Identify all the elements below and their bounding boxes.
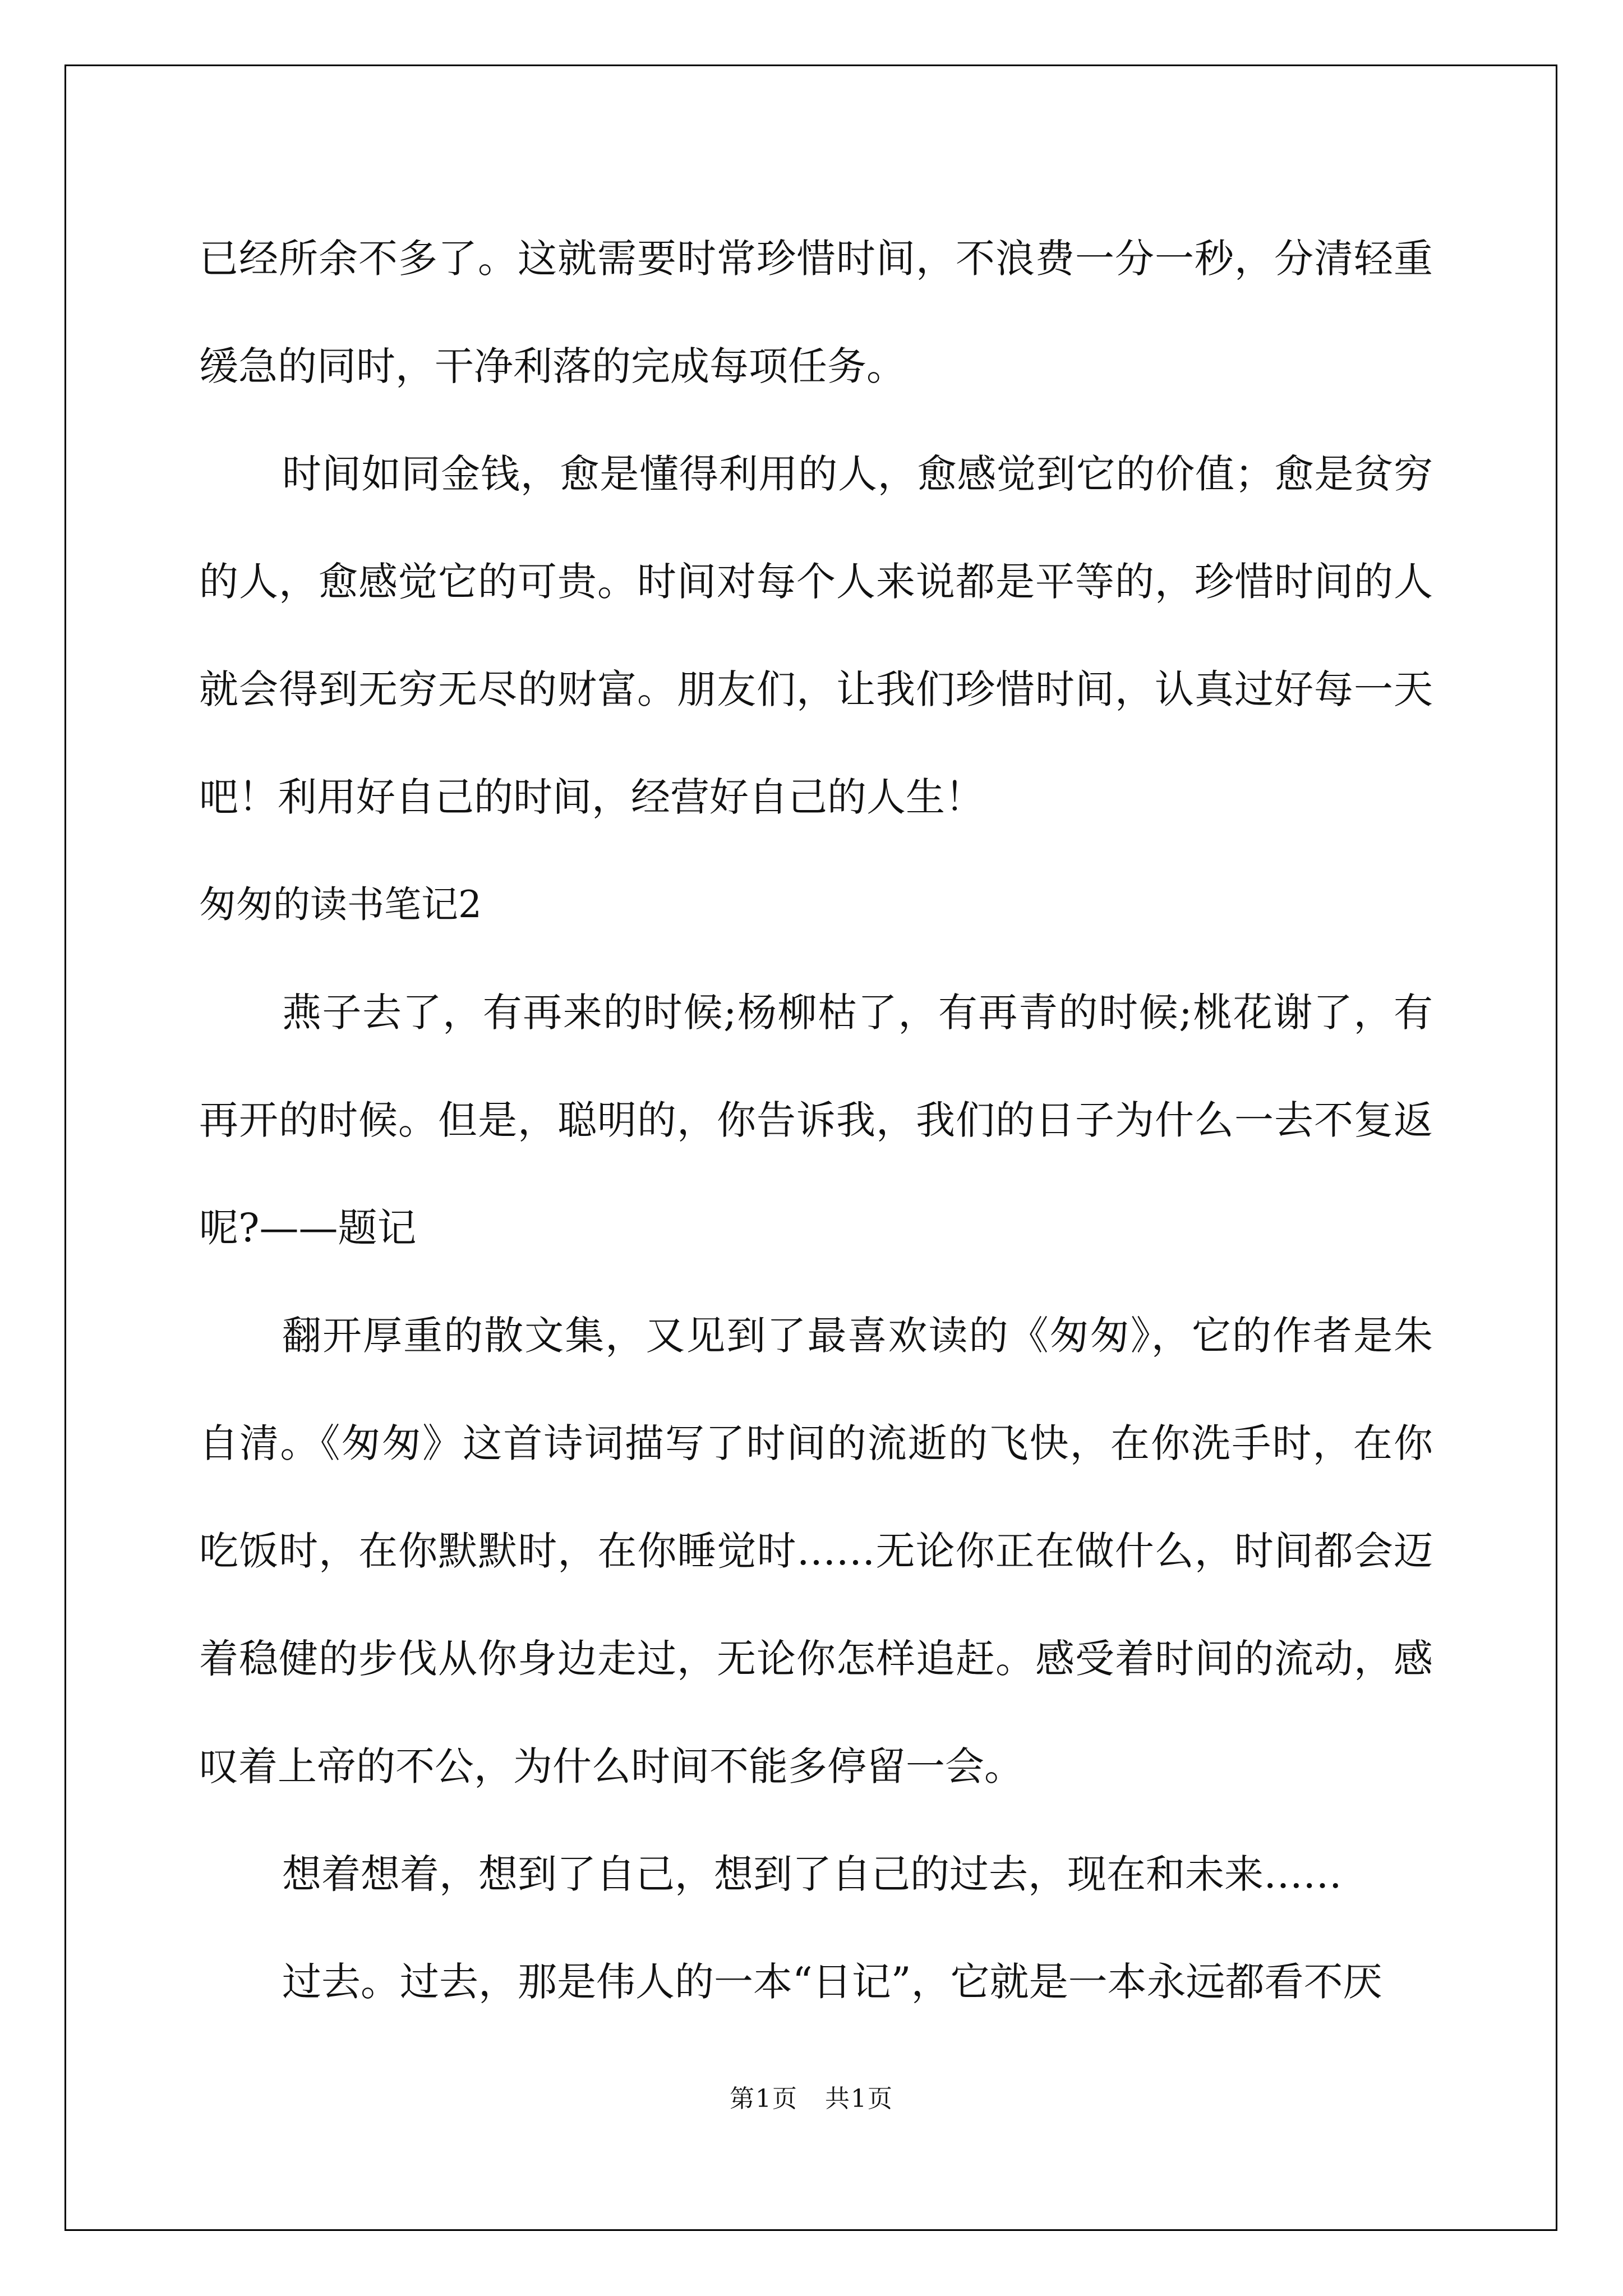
paragraph: 想着想着，想到了自己，想到了自己的过去，现在和未来…… [282,1851,1342,1897]
page-total: 共1页 [824,2085,893,2113]
paragraph: 燕子去了，有再来的时候;杨柳枯了，有再青的时候;桃花谢了，有再开的时候。但是，聪明的，你告诉我，我们的日子为什么一去不复返呢?——题记 [199,990,1433,1251]
paragraph: 过去。过去，那是伟人的一本“日记”，它就是一本永远都看不厌 [282,1959,1382,2005]
paragraph: 时间如同金钱，愈是懂得利用的人，愈感觉到它的价值；愈是贫穷的人，愈感觉它的可贵。时间对每个人来说都是平等的，珍惜时间的人就会得到无穷无尽的财富。朋友们，让我们珍惜时间，认真过好每一天吧！利用好自己的时间，经营好自己的人生！ [199,451,1433,820]
paragraph: 翻开厚重的散文集，又见到了最喜欢读的《匆匆》，它的作者是朱自清。《匆匆》这首诗词描写了时间的流逝的飞快，在你洗手时，在你吃饭时，在你默默时，在你睡觉时……无论你正在做什么，时间都会迈着稳健的步伐从你身边走过，无论你怎样追赶。感受着时间的流动，感叹着上帝的不公，为什么时间不能多停留一会。 [199,1313,1433,1789]
paragraph: 已经所余不多了。这就需要时常珍惜时间，不浪费一分一秒，分清轻重缓急的同时，干净利落的完成每项任务。 [199,236,1433,389]
section-heading: 匆匆的读书笔记2 [199,883,482,926]
page-number: 第1页 [730,2085,799,2113]
page-footer [0,2078,1623,2114]
document-body [199,205,1433,2036]
